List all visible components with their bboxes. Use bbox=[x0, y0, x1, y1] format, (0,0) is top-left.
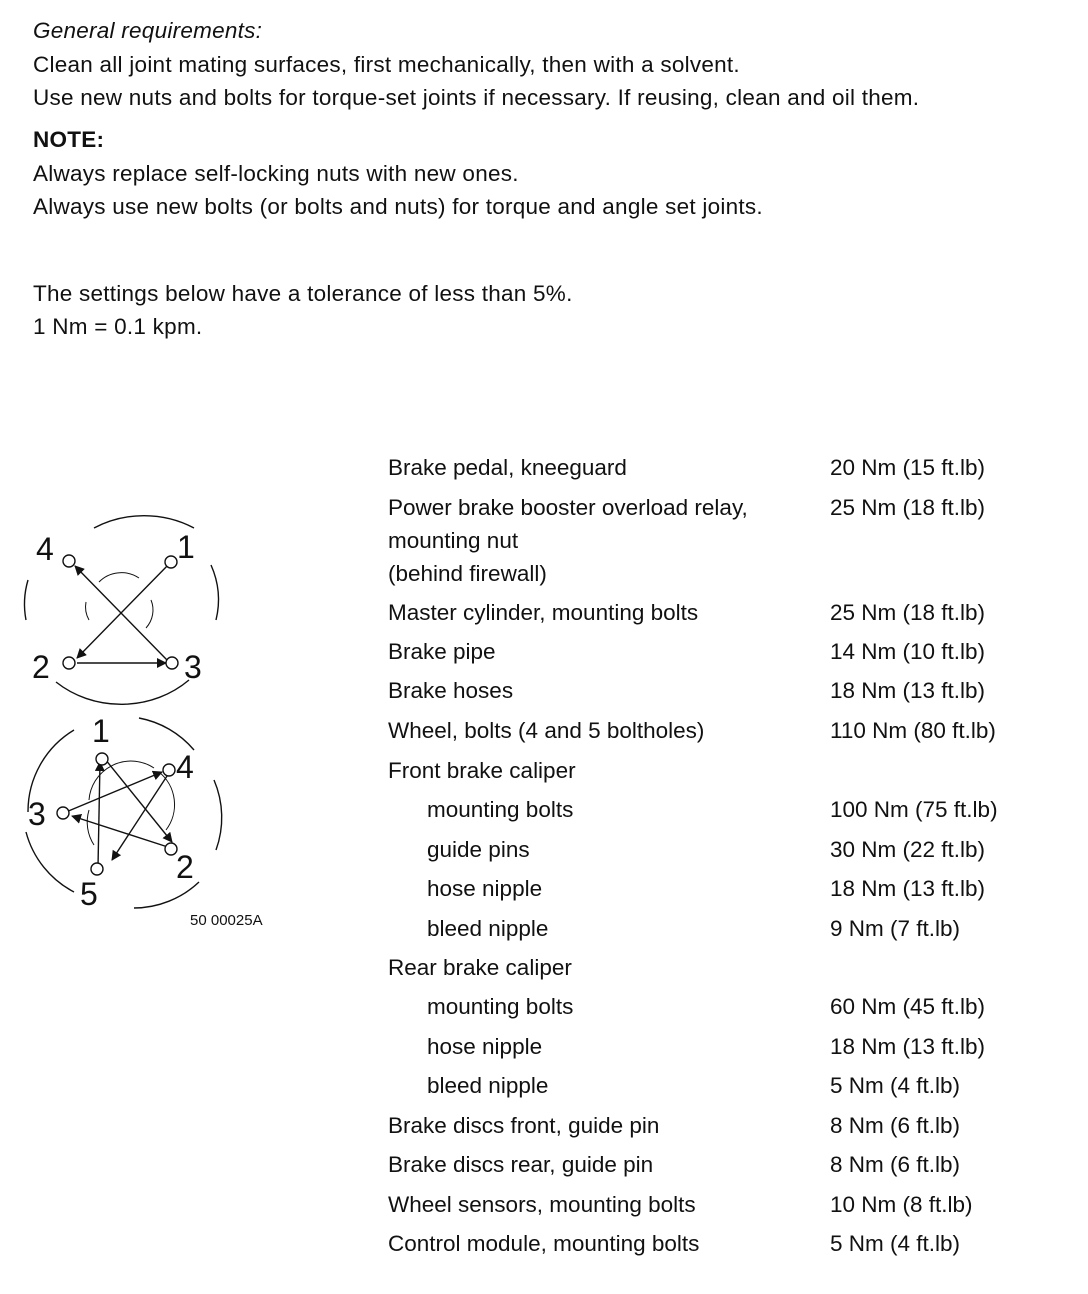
bolt-hole-4 bbox=[163, 764, 175, 776]
four-bolt-label-2: 2 bbox=[32, 649, 50, 685]
spec-value: 30 Nm (22 ft.lb) bbox=[830, 837, 986, 862]
tightening-sequence-diagram bbox=[14, 510, 284, 930]
spec-value: 60 Nm (45 ft.lb) bbox=[830, 994, 986, 1019]
spec-label-line-1: Power brake booster overload relay, bbox=[388, 495, 748, 520]
spec-value: 10 Nm (8 ft.lb) bbox=[830, 1192, 973, 1217]
spec-label: Control module, mounting bolts bbox=[388, 1231, 700, 1256]
spec-label: Brake pipe bbox=[388, 639, 496, 664]
outline-arc bbox=[139, 718, 194, 750]
center-arc bbox=[159, 772, 175, 830]
outline-arc bbox=[26, 832, 74, 892]
spec-label: mounting bolts bbox=[427, 994, 574, 1019]
spec-label: Brake discs front, guide pin bbox=[388, 1113, 660, 1138]
spec-label: bleed nipple bbox=[427, 916, 549, 941]
spec-label: guide pins bbox=[427, 837, 530, 862]
center-arc bbox=[99, 573, 139, 582]
tolerance-line-1: The settings below have a tolerance of less than 5%. bbox=[33, 281, 573, 306]
general-line-1: Clean all joint mating surfaces, first mechanically, then with a solvent. bbox=[33, 52, 740, 77]
spec-label: Brake hoses bbox=[388, 678, 514, 703]
spec-value: 20 Nm (15 ft.lb) bbox=[830, 455, 986, 480]
bolt-hole-3 bbox=[166, 657, 178, 669]
spec-value: 18 Nm (13 ft.lb) bbox=[830, 1034, 986, 1059]
four-bolt-label-4: 4 bbox=[36, 531, 54, 567]
spec-label: hose nipple bbox=[427, 876, 543, 901]
sequence-arrow-1-to-2 bbox=[77, 562, 171, 658]
spec-value: 25 Nm (18 ft.lb) bbox=[830, 600, 986, 625]
bolt-hole-2 bbox=[63, 657, 75, 669]
center-arc bbox=[87, 810, 94, 845]
spec-value: 14 Nm (10 ft.lb) bbox=[830, 639, 986, 664]
general-requirements-heading: General requirements: bbox=[33, 18, 263, 43]
sequence-arrow-5-to-1 bbox=[98, 762, 100, 867]
spec-label: hose nipple bbox=[427, 1034, 543, 1059]
four-bolt-label-1: 1 bbox=[177, 529, 195, 565]
note-heading: NOTE: bbox=[33, 127, 105, 152]
spec-value: 25 Nm (18 ft.lb) bbox=[830, 495, 986, 520]
bolt-hole-1 bbox=[96, 753, 108, 765]
spec-value: 8 Nm (6 ft.lb) bbox=[830, 1113, 961, 1138]
spec-label-line-3: (behind firewall) bbox=[388, 561, 547, 586]
spec-label-line-2: mounting nut bbox=[388, 528, 519, 553]
bolt-hole-1 bbox=[165, 556, 177, 568]
five-bolt-label-3: 3 bbox=[28, 796, 46, 832]
five-bolt-label-1: 1 bbox=[92, 713, 110, 749]
bolt-tightening-sequence-figure bbox=[14, 510, 284, 940]
spec-group-heading: Front brake caliper bbox=[388, 758, 576, 783]
spec-label: Wheel, bolts (4 and 5 boltholes) bbox=[388, 718, 705, 743]
spec-value: 9 Nm (7 ft.lb) bbox=[830, 916, 961, 941]
tolerance-line-2: 1 Nm = 0.1 kpm. bbox=[33, 314, 203, 339]
spec-value: 5 Nm (4 ft.lb) bbox=[830, 1073, 961, 1098]
outline-arc bbox=[94, 516, 194, 528]
spec-label: Brake discs rear, guide pin bbox=[388, 1152, 654, 1177]
spec-value: 18 Nm (13 ft.lb) bbox=[830, 678, 986, 703]
spec-value: 110 Nm (80 ft.lb) bbox=[830, 718, 996, 743]
sequence-arrow-4-to-5 bbox=[112, 773, 169, 860]
outline-arc bbox=[25, 580, 28, 620]
five-bolt-label-2: 2 bbox=[176, 849, 194, 885]
spec-label: Wheel sensors, mounting bolts bbox=[388, 1192, 696, 1217]
spec-label: mounting bolts bbox=[427, 797, 574, 822]
bolt-hole-3 bbox=[57, 807, 69, 819]
note-line-2: Always use new bolts (or bolts and nuts) for torque and angle set joints. bbox=[33, 194, 763, 219]
five-bolt-label-4: 4 bbox=[176, 749, 194, 785]
spec-value: 100 Nm (75 ft.lb) bbox=[830, 797, 998, 822]
spec-label: bleed nipple bbox=[427, 1073, 549, 1098]
general-line-2: Use new nuts and bolts for torque-set joints if necessary. If reusing, clean and oil them. bbox=[33, 85, 920, 110]
spec-group-heading: Rear brake caliper bbox=[388, 955, 572, 980]
note-line-1: Always replace self-locking nuts with new ones. bbox=[33, 161, 519, 186]
bolt-hole-5 bbox=[91, 863, 103, 875]
outline-arc bbox=[56, 680, 189, 704]
outline-arc bbox=[134, 882, 199, 908]
center-arc bbox=[86, 602, 89, 620]
bolt-hole-4 bbox=[63, 555, 75, 567]
spec-value: 18 Nm (13 ft.lb) bbox=[830, 876, 986, 901]
five-bolt-label-5: 5 bbox=[80, 876, 98, 912]
center-arc bbox=[146, 600, 153, 628]
figure-caption: 50 00025A bbox=[190, 912, 263, 929]
spec-value: 5 Nm (4 ft.lb) bbox=[830, 1231, 961, 1256]
spec-label bbox=[388, 491, 818, 590]
spec-value: 8 Nm (6 ft.lb) bbox=[830, 1152, 961, 1177]
outline-arc bbox=[214, 780, 222, 850]
outline-arc bbox=[211, 565, 218, 620]
four-bolt-label-3: 3 bbox=[184, 649, 202, 685]
spec-label: Master cylinder, mounting bolts bbox=[388, 600, 699, 625]
spec-label: Brake pedal, kneeguard bbox=[388, 455, 627, 480]
